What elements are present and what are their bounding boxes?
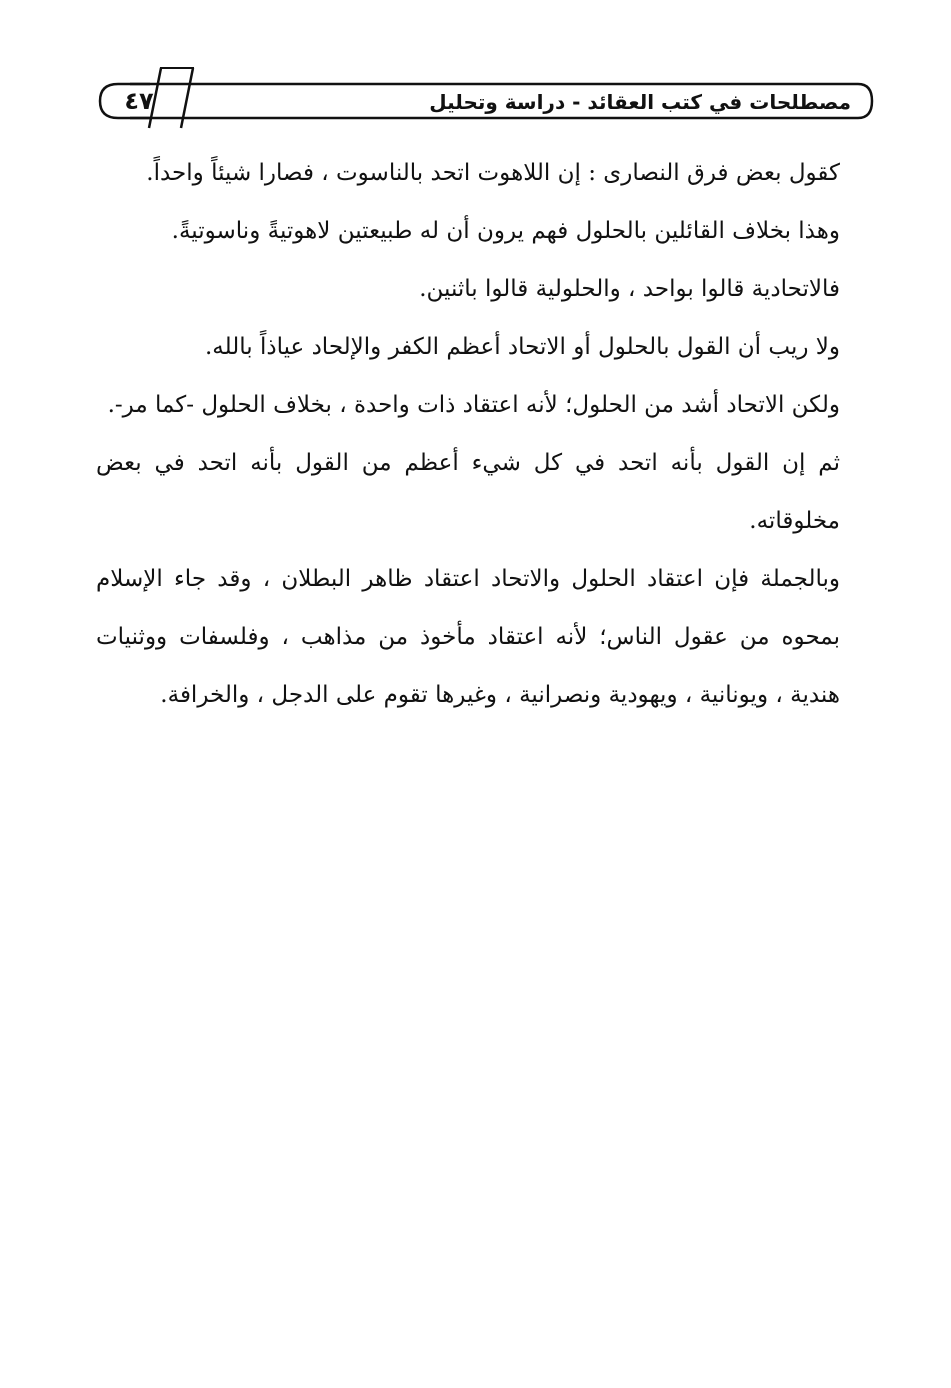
header-frame bbox=[0, 0, 951, 140]
paragraph-4: ولا ريب أن القول بالحلول أو الاتحاد أعظم الكفر والإلحاد عياذاً بالله. bbox=[204, 334, 840, 360]
running-title: مصطلحات في كتب العقائد - دراسة وتحليل bbox=[429, 90, 851, 114]
paragraph-7: وبالجملة فإن اعتقاد الحلول والاتحاد اعتقاد ظاهر البطلان ، وقد جاء الإسلام بمحوه من عقول الناس؛ لأنه اعتقاد مأخوذ من مذاهب ، وفلسفات ووثنيات هندية ، ويونانية ، ويهودية ونصرانية ، وغيرها تقوم على الدجل ، والخرافة. bbox=[96, 566, 840, 708]
paragraph-6: ثم إن القول بأنه اتحد في كل شيء أعظم من القول بأنه اتحد في بعض مخلوقاته. bbox=[96, 450, 840, 534]
paragraph-1: كقول بعض فرق النصارى : إن اللاهوت اتحد بالناسوت ، فصارا شيئاً واحداً. bbox=[146, 160, 840, 186]
page-header bbox=[0, 0, 951, 140]
paragraph-2: وهذا بخلاف القائلين بالحلول فهم يرون أن له طبيعتين لاهوتيةً وناسوتيةً. bbox=[171, 218, 840, 244]
page-body bbox=[96, 144, 840, 724]
paragraph-3: فالاتحادية قالوا بواحد ، والحلولية قالوا باثنين. bbox=[419, 276, 840, 302]
page-number: ٤٧ bbox=[124, 87, 154, 115]
paragraph-5: ولكن الاتحاد أشد من الحلول؛ لأنه اعتقاد ذات واحدة ، بخلاف الحلول -كما مر-. bbox=[107, 392, 840, 418]
